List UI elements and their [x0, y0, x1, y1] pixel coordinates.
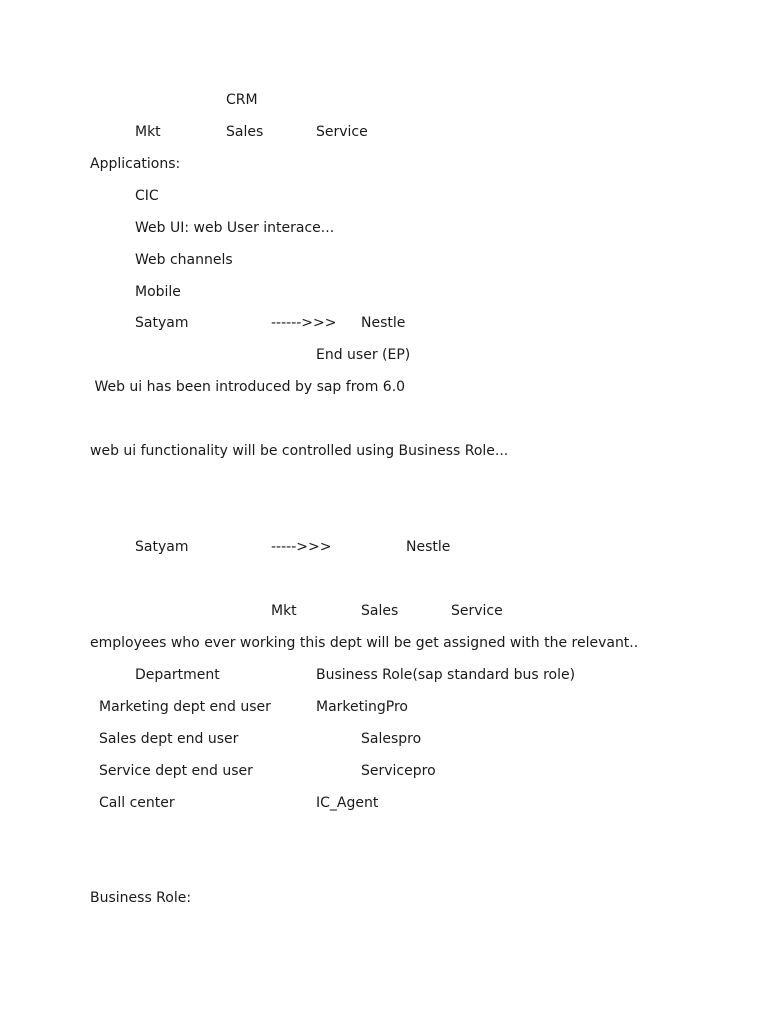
flow2-to: Nestle [406, 539, 451, 555]
table-cell-role: IC_Agent [316, 795, 379, 811]
flow2-from: Satyam [135, 539, 189, 555]
application-item: Web UI: web User interace... [135, 220, 335, 236]
table-cell-department: Marketing dept end user [99, 699, 271, 715]
flow2-module-sales: Sales [361, 603, 399, 619]
flow2-arrow: ----->>> [271, 539, 332, 555]
flow1-from: Satyam [135, 315, 189, 331]
module-service: Service [316, 124, 368, 140]
note-business-role-control: web ui functionality will be controlled using Business Role... [90, 443, 509, 459]
applications-label: Applications: [90, 156, 181, 172]
module-sales: Sales [226, 124, 264, 140]
table-cell-department: Sales dept end user [99, 731, 239, 747]
module-mkt: Mkt [135, 124, 161, 140]
table-cell-role: Salespro [361, 731, 422, 747]
table-cell-department: Call center [99, 795, 175, 811]
flow2-module-mkt: Mkt [271, 603, 297, 619]
crm-title: CRM [226, 92, 258, 108]
table-cell-role: MarketingPro [316, 699, 408, 715]
note-web-ui-intro: Web ui has been introduced by sap from 6.0 [90, 379, 406, 395]
table-header-business-role: Business Role(sap standard bus role) [316, 667, 576, 683]
flow2-module-service: Service [451, 603, 503, 619]
application-item: CIC [135, 188, 159, 204]
application-item: Web channels [135, 252, 233, 268]
flow1-arrow: ------>>> [271, 315, 337, 331]
flow1-to: Nestle [361, 315, 406, 331]
table-cell-role: Servicepro [361, 763, 436, 779]
table-cell-department: Service dept end user [99, 763, 253, 779]
flow1-note: End user (EP) [316, 347, 411, 363]
application-item: Mobile [135, 284, 181, 300]
table-header-department: Department [135, 667, 220, 683]
employees-note: employees who ever working this dept will be get assigned with the relevant.. [90, 635, 639, 651]
business-role-heading: Business Role: [90, 890, 192, 906]
